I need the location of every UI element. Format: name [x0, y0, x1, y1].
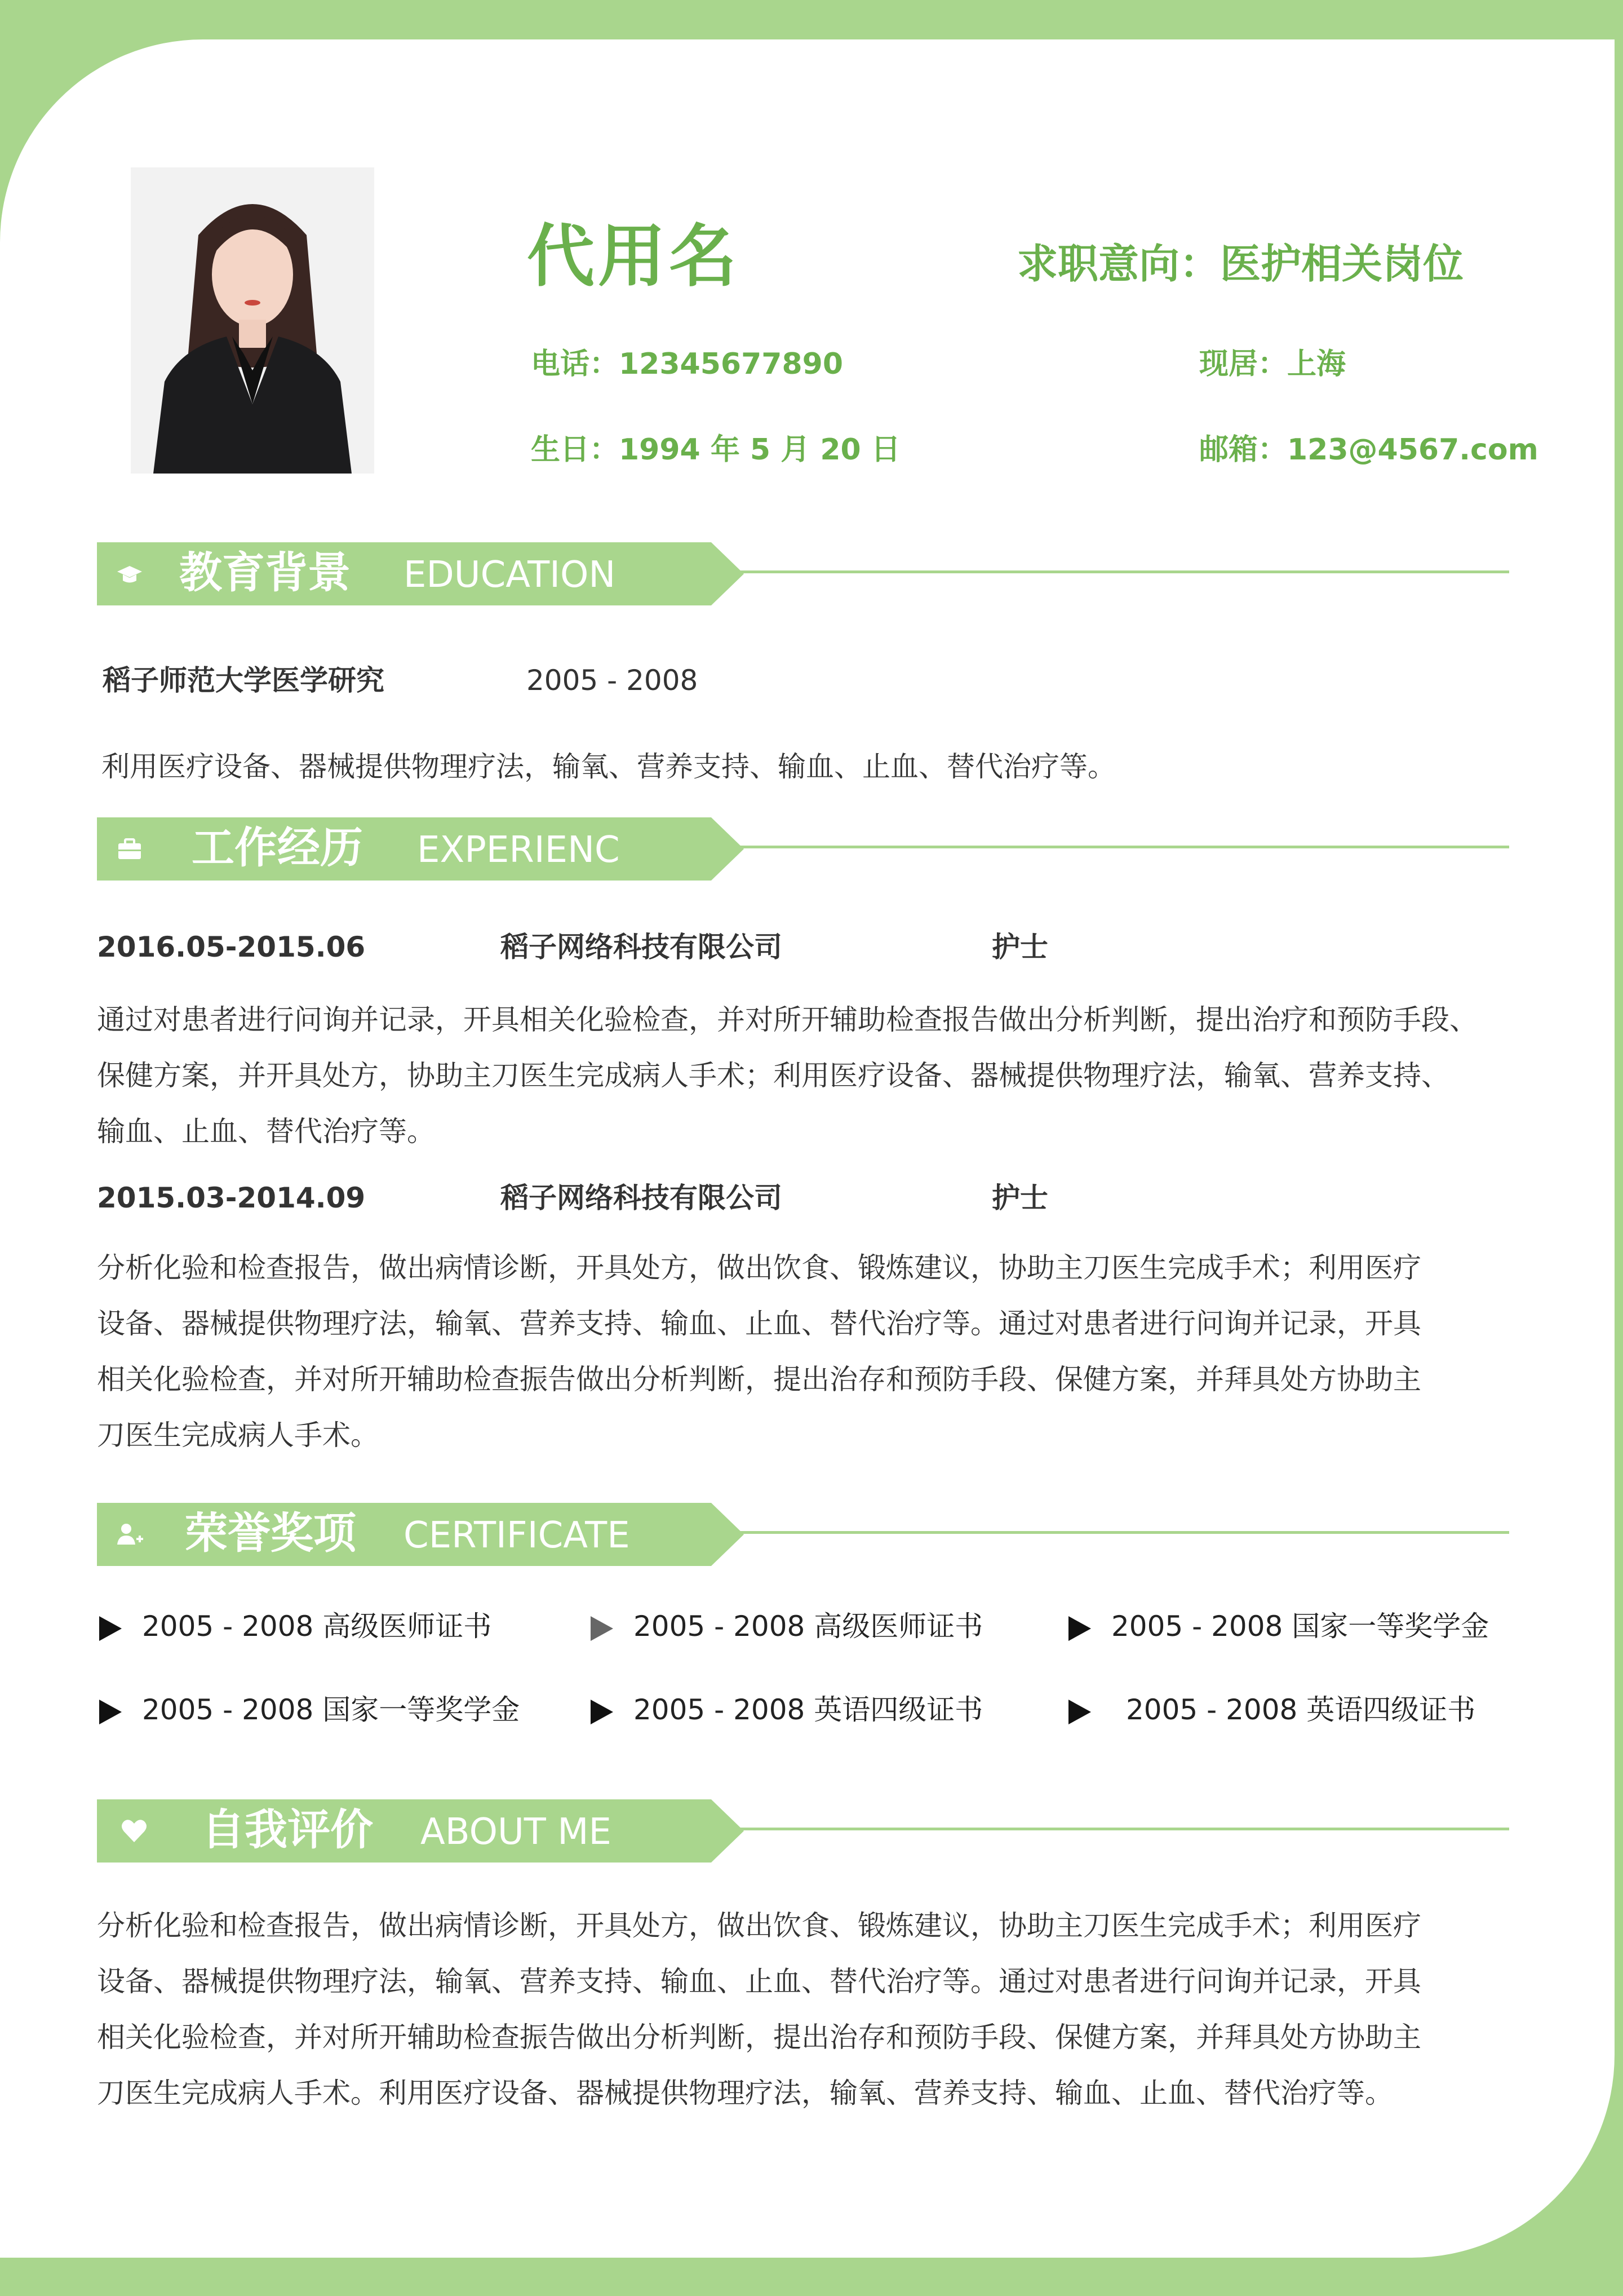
triangle-bullet-icon [1068, 1616, 1091, 1641]
about-section-header [97, 1799, 711, 1863]
work-rule [648, 846, 1509, 848]
card-fill-right [1567, 39, 1615, 1787]
triangle-bullet-icon [591, 1700, 613, 1724]
work-description-line: 刀医生完成病人手术。 [97, 1419, 379, 1452]
honor-item: 2005 - 2008 国家一等奖学金 [99, 1696, 520, 1724]
work-description [97, 1240, 1540, 1463]
education-description: 利用医疗设备、器械提供物理疗法，输氧、营养支持、输血、止血、替代治疗等。 [101, 750, 1116, 783]
triangle-bullet-icon [591, 1616, 613, 1641]
work-company: 稻子网络科技有限公司 [500, 931, 782, 963]
work-description-line: 保健方案，并开具处方，协助主刀医生完成病人手术；利用医疗设备、器械提供物理疗法，输氧、营养支持、 [97, 1059, 1449, 1092]
honor-item: 2005 - 2008 英语四级证书 [1068, 1696, 1475, 1724]
work-description-line: 相关化验检查，并对所开辅助检查振告做出分析判断，提出治存和预防手段、保健方案，并拜具处方协助主 [97, 1363, 1421, 1396]
education-section-header [97, 542, 711, 605]
work-description-line: 通过对患者进行问询并记录，开具相关化验检查，并对所开辅助检查报告做出分析判断，提出治疗和预防手段、 [97, 1003, 1478, 1036]
job-intent: 求职意向：医护相关岗位 [1017, 240, 1464, 287]
honors-section-header [97, 1503, 711, 1566]
honors-rule [648, 1531, 1509, 1534]
triangle-bullet-icon [1068, 1700, 1091, 1724]
section-title-en: CERTIFICATE [403, 1515, 630, 1556]
about-description-line: 相关化验检查，并对所开辅助检查振告做出分析判断，提出治存和预防手段、保健方案，并拜具处方协助主 [97, 2021, 1421, 2054]
heart-icon [119, 1816, 149, 1846]
section-title-cn: 教育背景 [179, 547, 351, 598]
about-description-line: 分析化验和检查报告，做出病情诊断，开具处方，做出饮食、锻炼建议，协助主刀医生完成手术；利用医疗 [97, 1909, 1421, 1942]
work-position: 护士 [992, 1182, 1048, 1214]
about-description-line: 刀医生完成病人手术。利用医疗设备、器械提供物理疗法，输氧、营养支持、输血、止血、替代治疗等。 [97, 2077, 1393, 2109]
card-fill-left [0, 547, 56, 1804]
section-title-cn: 自我评价 [202, 1804, 373, 1855]
section-title-en: EDUCATION [403, 554, 616, 596]
triangle-bullet-icon [99, 1616, 122, 1641]
residence-info: 现居：上海 [1199, 347, 1346, 381]
about-description [97, 1898, 1540, 2121]
work-description-line: 输血、止血、替代治疗等。 [97, 1115, 435, 1148]
work-period: 2016.05-2015.06 [97, 931, 366, 963]
work-position: 护士 [992, 931, 1048, 963]
honor-item: 2005 - 2008 高级医师证书 [591, 1612, 983, 1641]
education-rule [648, 570, 1509, 573]
phone-info: 电话：12345677890 [531, 347, 843, 381]
user-plus-icon [115, 1520, 144, 1549]
candidate-name: 代用名 [527, 218, 740, 296]
work-period: 2015.03-2014.09 [97, 1182, 366, 1214]
about-rule [648, 1828, 1509, 1830]
section-title-en: ABOUT ME [420, 1811, 611, 1853]
section-title-cn: 荣誉奖项 [185, 1508, 356, 1558]
work-section-header [97, 817, 711, 881]
section-title-en: EXPERIENC [417, 829, 620, 871]
briefcase-icon [115, 834, 144, 864]
work-company: 稻子网络科技有限公司 [500, 1182, 782, 1214]
honor-item: 2005 - 2008 英语四级证书 [591, 1696, 983, 1724]
education-school: 稻子师范大学医学研究 [103, 664, 384, 697]
email-info: 邮箱：123@4567.com [1199, 433, 1538, 467]
graduation-cap-icon [115, 559, 144, 589]
triangle-bullet-icon [99, 1700, 122, 1724]
honor-item: 2005 - 2008 国家一等奖学金 [1068, 1612, 1489, 1641]
birthday-info: 生日：1994 年 5 月 20 日 [531, 433, 901, 467]
honor-item: 2005 - 2008 高级医师证书 [99, 1612, 491, 1641]
work-description-line: 设备、器械提供物理疗法，输氧、营养支持、输血、止血、替代治疗等。通过对患者进行问询并记录，开具 [97, 1307, 1421, 1340]
work-description [97, 992, 1540, 1160]
work-description-line: 分析化验和检查报告，做出病情诊断，开具处方，做出饮食、锻炼建议，协助主刀医生完成手术；利用医疗 [97, 1251, 1421, 1284]
education-period: 2005 - 2008 [526, 664, 698, 697]
section-title-cn: 工作经历 [192, 822, 363, 873]
about-description-line: 设备、器械提供物理疗法，输氧、营养支持、输血、止血、替代治疗等。通过对患者进行问询并记录，开具 [97, 1965, 1421, 1998]
profile-photo [131, 167, 374, 474]
